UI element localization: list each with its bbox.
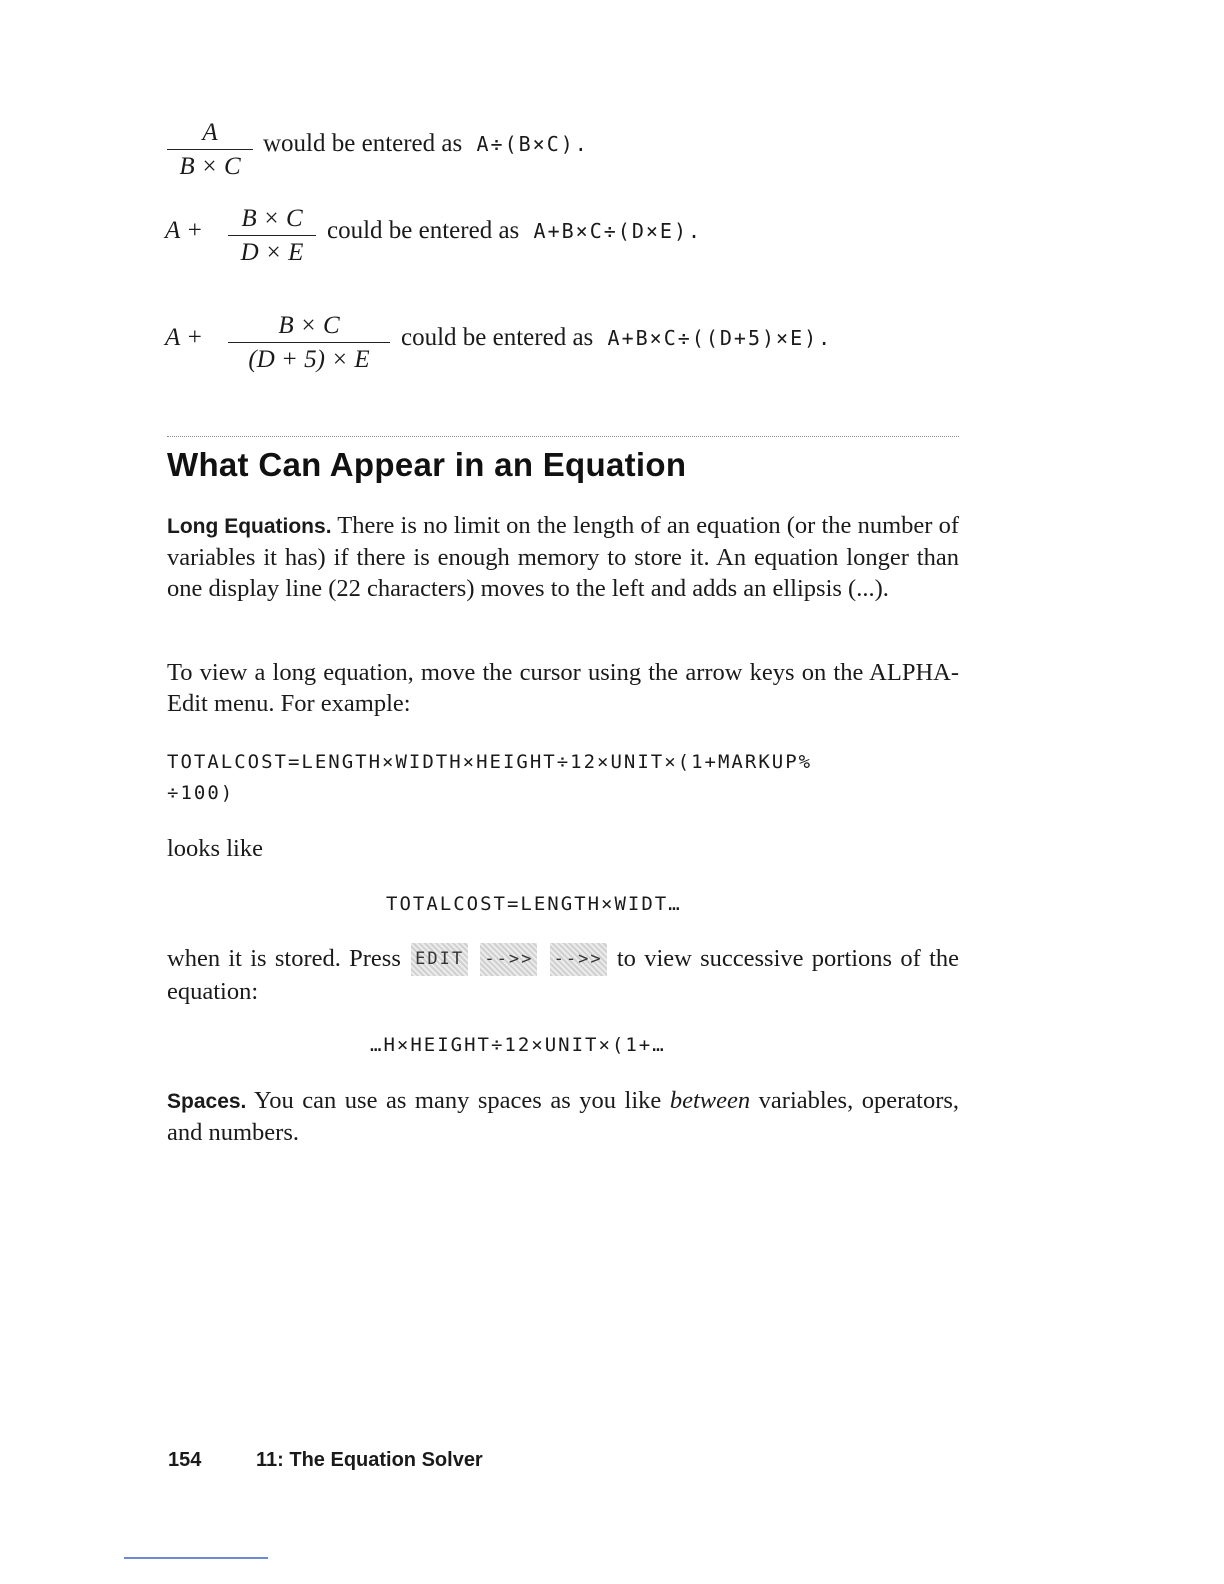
chapter-title: 11: The Equation Solver	[256, 1449, 483, 1471]
formula-3-keystrokes: A+B×C÷((D+5)×E).	[607, 326, 833, 350]
page-number: 154	[168, 1449, 202, 1471]
section-title: What Can Appear in an Equation	[167, 446, 687, 483]
long-equations-text: There is no limit on the length of an equation (or the number of variables it has) if there is enough memory to store it. An equation longer than one display line (22 characters) moves to the left and adds an ellipsis (...).	[167, 512, 960, 602]
spaces-paragraph	[167, 1085, 959, 1148]
formula-1-numerator: A	[202, 119, 218, 146]
example-equation-line-2: ÷100)	[167, 782, 235, 804]
formula-3-numerator: B × C	[278, 312, 340, 339]
spaces-heading: Spaces.	[167, 1090, 247, 1113]
spaces-text-after: variables, operators, and numbers.	[167, 1087, 960, 1146]
section-divider	[167, 436, 959, 437]
view-paragraph: To view a long equation, move the cursor using the arrow keys on the ALPHA-Edit menu. For example:	[167, 659, 959, 717]
formula-3-prefix: A +	[165, 324, 203, 351]
formula-2-denominator: D × E	[240, 239, 304, 266]
formula-2-prefix: A +	[165, 217, 203, 244]
formula-1-denominator: B × C	[179, 153, 241, 180]
scroll-right-key: -->>	[480, 943, 537, 976]
example-equation-line-1: TOTALCOST=LENGTH×WIDTH×HEIGHT÷12×UNIT×(1+MARKUP%	[167, 751, 813, 773]
edit-key: EDIT	[411, 943, 468, 976]
scroll-right-key: -->>	[550, 943, 607, 976]
long-equations-paragraph	[167, 510, 959, 604]
formula-1-text: would be entered as A÷(B×C).	[263, 130, 589, 157]
stored-paragraph	[167, 943, 959, 1007]
formula-1-fraction	[167, 120, 253, 179]
fraction-bar	[167, 149, 253, 150]
formula-3-fraction	[228, 313, 390, 372]
long-equations-heading: Long Equations.	[167, 515, 332, 538]
scan-edge-line	[124, 1557, 268, 1559]
formula-2-text: could be entered as A+B×C÷(D×E).	[327, 217, 703, 244]
stored-text-after: to view successive portions of the equation:	[167, 945, 959, 1005]
display-line-2: …H×HEIGHT÷12×UNIT×(1+…	[370, 1034, 666, 1056]
stored-text-before: when it is stored. Press	[167, 945, 401, 972]
fraction-bar	[228, 342, 390, 343]
looks-like-text: looks like	[167, 835, 263, 862]
formula-2-numerator: B × C	[241, 205, 303, 232]
formula-1-keystrokes: A÷(B×C).	[476, 132, 589, 156]
fraction-bar	[228, 235, 316, 236]
display-line-1: TOTALCOST=LENGTH×WIDT…	[386, 893, 682, 915]
formula-2-keystrokes: A+B×C÷(D×E).	[533, 219, 703, 243]
formula-2-fraction	[228, 206, 316, 265]
formula-3-text: could be entered as A+B×C÷((D+5)×E).	[401, 324, 833, 351]
spaces-emphasis: between	[669, 1087, 751, 1114]
spaces-text-before: You can use as many spaces as you like	[254, 1087, 662, 1114]
formula-3-denominator: (D + 5) × E	[248, 346, 370, 373]
